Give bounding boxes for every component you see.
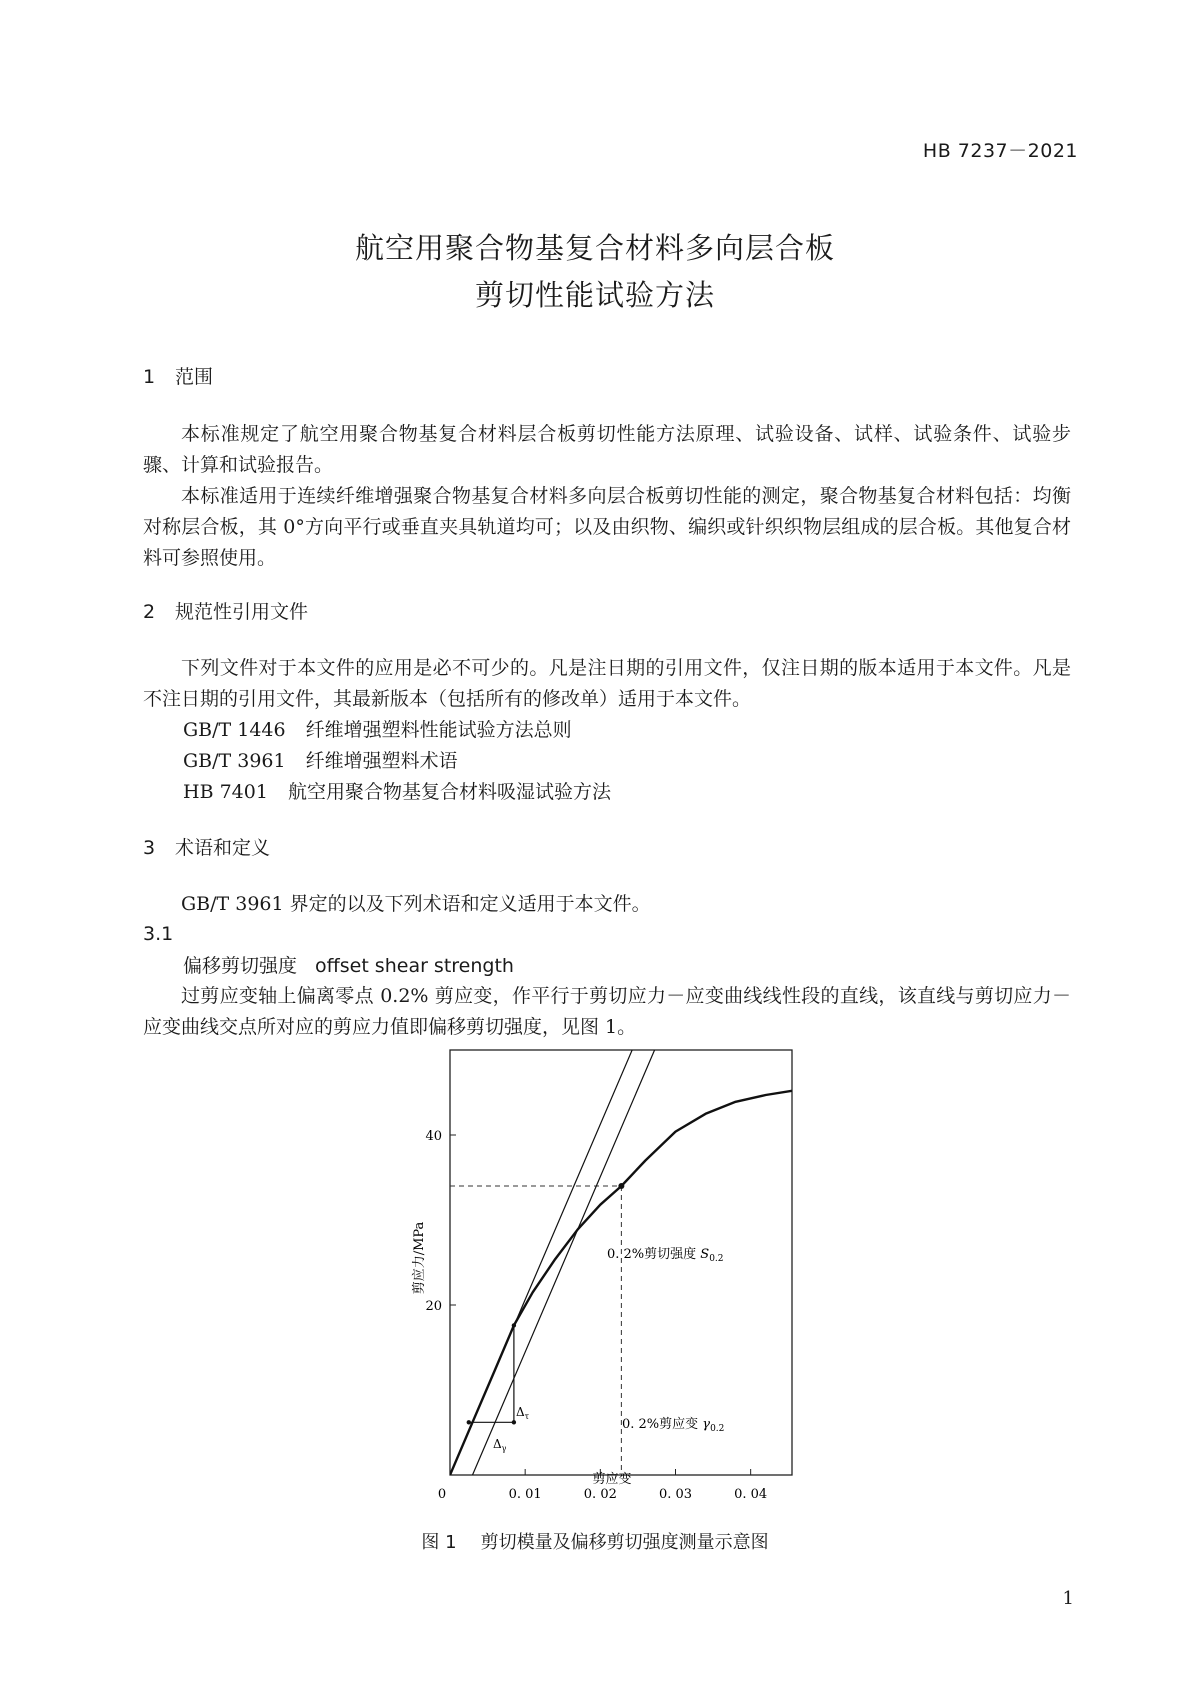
delta-tau-subscript: τ xyxy=(524,1412,530,1421)
reference-item xyxy=(183,715,611,746)
reference-item xyxy=(183,746,611,777)
y-tick-label: 20 xyxy=(425,1299,442,1314)
x-tick-label: 0. 03 xyxy=(658,1487,693,1502)
section-3-intro xyxy=(143,889,1071,920)
reference-title: 航空用聚合物基复合材料吸湿试验方法 xyxy=(287,781,611,803)
paragraph: 本标准适用于连续纤维增强聚合物基复合材料多向层合板剪切性能的测定，聚合物基复合材料包括：均衡对称层合板，其 0°方向平行或垂直夹具轨道均可；以及由织物、编织或针织织物层组成的层合板。其他复合材料可参照使用。 xyxy=(143,485,1071,569)
triangle-vertex xyxy=(512,1420,516,1424)
paragraph: 下列文件对于本文件的应用是必不可少的。凡是注日期的引用文件，仅注日期的版本适用于本文件。凡是不注日期的引用文件，其最新版本（包括所有的修改单）适用于本文件。 xyxy=(143,657,1071,710)
figure-caption xyxy=(0,1528,1190,1554)
section-title: 范围 xyxy=(175,366,214,388)
section-1-heading xyxy=(143,362,213,389)
normative-references-list xyxy=(183,715,611,808)
x-tick-label: 0. 04 xyxy=(734,1487,768,1502)
delta-gamma-subscript: γ xyxy=(501,1444,507,1453)
y-axis-label: 剪应力/MPa xyxy=(412,1221,427,1295)
reference-code: GB/T 3961 xyxy=(183,750,286,772)
document-title-line-1: 航空用聚合物基复合材料多向层合板 xyxy=(354,231,835,265)
section-title: 规范性引用文件 xyxy=(175,601,309,623)
reference-title: 纤维增强塑料性能试验方法总则 xyxy=(305,719,572,741)
section-number: 2 xyxy=(143,601,156,623)
reference-code: GB/T 1446 xyxy=(183,719,286,741)
offset-strength-subscript: 0.2 xyxy=(709,1254,724,1264)
section-2-body xyxy=(143,653,1071,715)
subsection-3-1-number: 3.1 xyxy=(143,923,174,945)
offset-strain-subscript: 0.2 xyxy=(710,1424,725,1434)
delta-gamma-label xyxy=(493,1437,507,1453)
figure-caption-text: 剪切模量及偏移剪切强度测量示意图 xyxy=(480,1532,769,1553)
triangle-vertex xyxy=(467,1420,471,1424)
offset-strain-label xyxy=(622,1416,724,1434)
delta-tau-label xyxy=(516,1405,530,1421)
stress-strain-curve xyxy=(450,1091,792,1475)
paragraph: 过剪应变轴上偏离零点 0.2% 剪应变，作平行于剪切应力－应变曲线线性段的直线，该直线与剪切应力－应变曲线交点所对应的剪应力值即偏移剪切强度，见图 1。 xyxy=(143,985,1071,1038)
term-chinese: 偏移剪切强度 xyxy=(183,955,298,977)
offset-strain-text: 0. 2%剪应变 xyxy=(622,1417,703,1432)
page-number: 1 xyxy=(1062,1588,1074,1609)
offset-strength-symbol: S xyxy=(700,1247,710,1262)
reference-item xyxy=(183,777,611,808)
section-title: 术语和定义 xyxy=(175,837,271,859)
x-axis-label: 剪应变 xyxy=(592,1472,632,1487)
x-tick-label: 0. 01 xyxy=(508,1487,542,1502)
offset-strength-text: 0. 2%剪切强度 xyxy=(607,1247,701,1262)
figure-label: 图 1 xyxy=(421,1532,457,1553)
offset-strain-symbol: γ xyxy=(702,1417,711,1432)
x-tick-label: 0 xyxy=(437,1487,447,1502)
term-entry xyxy=(183,951,514,978)
reference-code: HB 7401 xyxy=(183,781,268,803)
section-2-heading xyxy=(143,597,308,624)
offset-point xyxy=(618,1183,624,1189)
x-tick-label: 0. 02 xyxy=(583,1487,617,1502)
section-number: 3 xyxy=(143,837,156,859)
shear-stress-strain-chart xyxy=(400,1040,820,1502)
paragraph: GB/T 3961 界定的以及下列术语和定义适用于本文件。 xyxy=(181,893,651,915)
paragraph: 本标准规定了航空用聚合物基复合材料层合板剪切性能方法原理、试验设备、试样、试验条件、试验步骤、计算和试验报告。 xyxy=(143,423,1071,476)
section-1-body xyxy=(143,419,1071,574)
section-number: 1 xyxy=(143,366,156,388)
delta-tau-symbol: Δ xyxy=(516,1405,525,1419)
offset-strength-label xyxy=(607,1246,724,1264)
section-3-heading xyxy=(143,833,270,860)
document-title-line-2: 剪切性能试验方法 xyxy=(474,278,715,312)
term-english: offset shear strength xyxy=(315,955,514,977)
triangle-vertex xyxy=(512,1323,516,1327)
reference-title: 纤维增强塑料术语 xyxy=(305,750,458,772)
delta-gamma-symbol: Δ xyxy=(493,1437,502,1451)
y-tick-label: 40 xyxy=(425,1129,442,1144)
term-definition xyxy=(143,981,1071,1043)
standard-code: HB 7237－2021 xyxy=(922,140,1078,162)
